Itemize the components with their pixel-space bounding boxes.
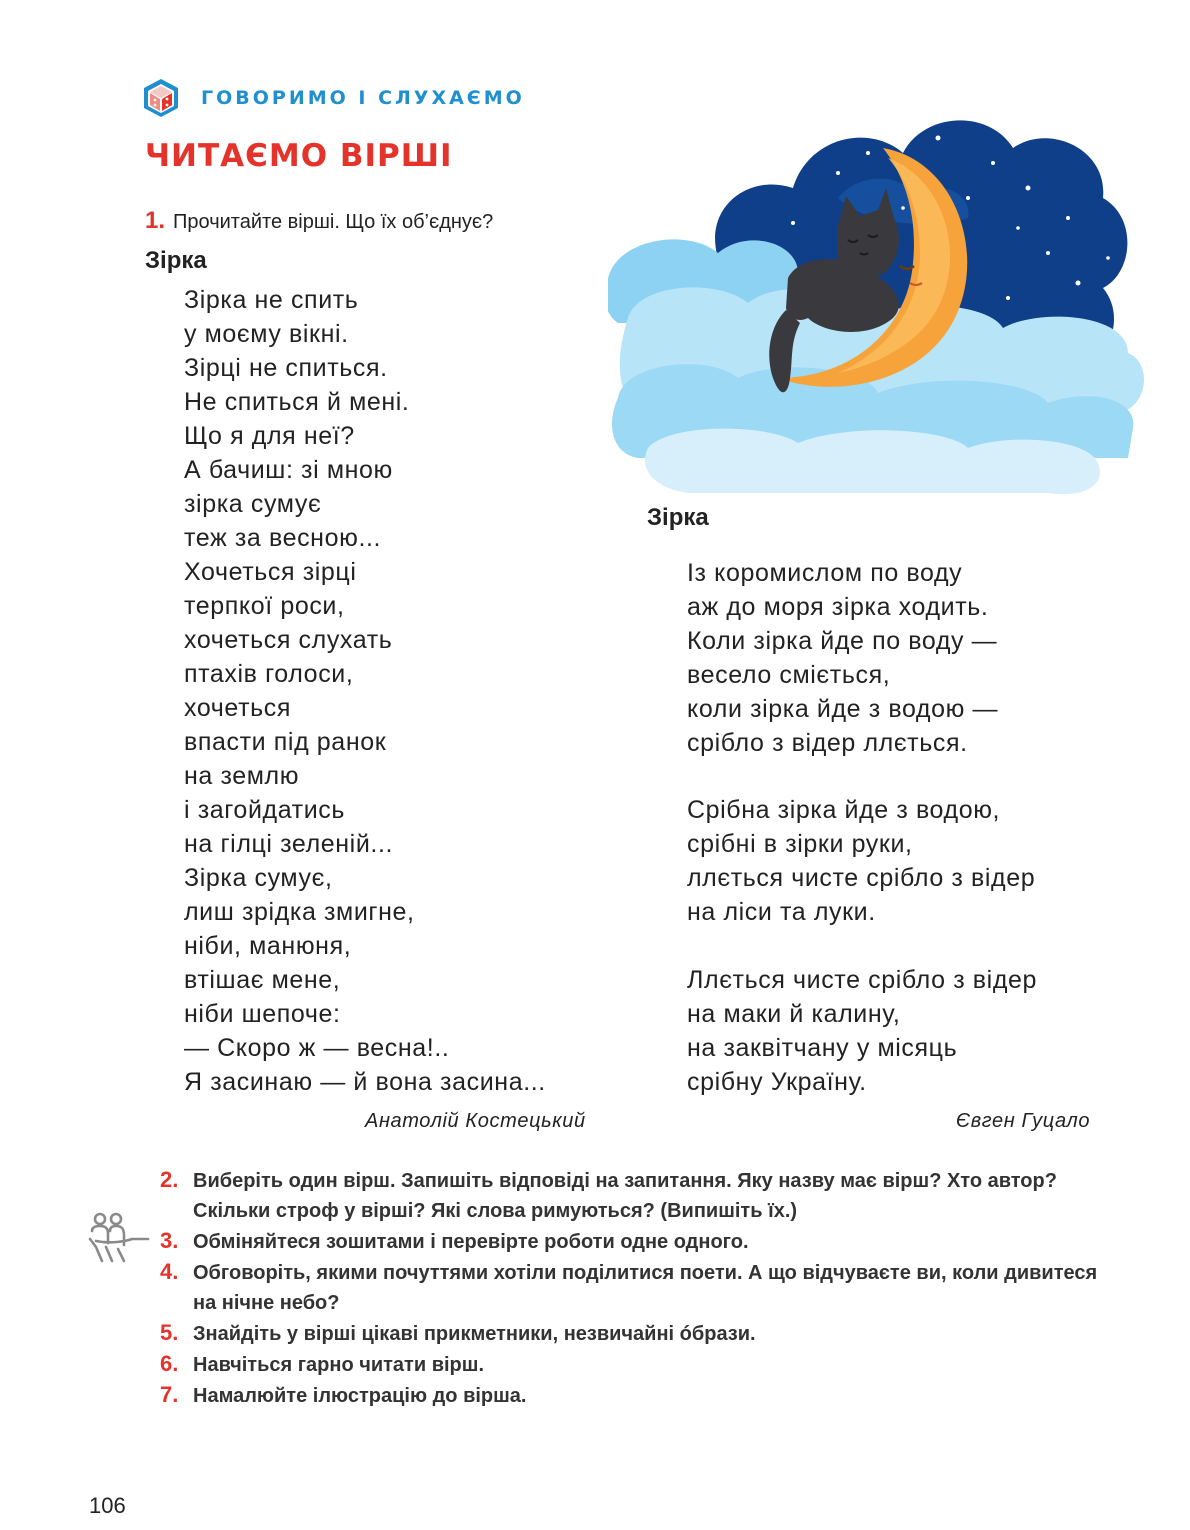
- poem-line: коли зірка йде з водою —: [687, 695, 999, 723]
- poem-line: Зірці не спиться.: [184, 354, 388, 382]
- poem2-author: Євген Гуцало: [956, 1110, 1091, 1132]
- poem-line: терпкої роси,: [184, 592, 345, 620]
- poem-line: весело сміється,: [687, 661, 891, 689]
- poem-line: — Скоро ж — весна!..: [184, 1034, 450, 1062]
- task-2: [160, 1165, 1120, 1226]
- task-text: Обговоріть, якими почуттями хотіли поділитися поети. А що відчуваєте ви, коли дивитеся на нічне небо?: [193, 1262, 1098, 1314]
- poem2-title: Зірка: [647, 504, 709, 531]
- poem-line: Що я для неї?: [184, 422, 355, 450]
- cat-sleeping-on-moon-illustration: [608, 78, 1148, 528]
- poem-line: лиш зрідка змигне,: [184, 898, 415, 926]
- task-6: [160, 1349, 1120, 1380]
- task-number: 7.: [160, 1382, 179, 1407]
- task-text: Виберіть один вірш. Запишіть відповіді на запитання. Яку назву має вірш? Хто автор? Скільки строф у вірші? Які слова римуються? (Випишіть їх.): [193, 1170, 1057, 1222]
- poem-line: втішає мене,: [184, 966, 341, 994]
- section-label: ГОВОРИМО І СЛУХАЄМО: [201, 87, 525, 109]
- task-number: 6.: [160, 1351, 179, 1376]
- task-5: [160, 1318, 1120, 1349]
- task-3: [160, 1226, 1120, 1257]
- poem2-stanza-1: [687, 556, 998, 760]
- poem-line: на гілці зеленій...: [184, 830, 394, 858]
- poem-line: Не спиться й мені.: [184, 388, 410, 416]
- poem-line: хочеться: [184, 694, 291, 722]
- poem2-stanza-3: [687, 963, 1037, 1099]
- task-text: Обміняйтеся зошитами і перевірте роботи одне одного.: [193, 1231, 749, 1253]
- poem-line: Зірка не спить: [184, 286, 359, 314]
- poem-line: Срібна зірка йде з водою,: [687, 796, 1001, 824]
- poem-line: срібло з відер ллється.: [687, 729, 968, 757]
- poem-line: Коли зірка йде по воду —: [687, 627, 998, 655]
- poem-line: Хочеться зірці: [184, 558, 357, 586]
- page-number: 106: [89, 1493, 126, 1518]
- poem-line: теж за весною...: [184, 524, 382, 552]
- task-text: Знайдіть у вірші цікаві прикметники, незвичайні óбрази.: [193, 1323, 756, 1345]
- poem-line: Зірка сумує,: [184, 864, 333, 892]
- poem-line: А бачиш: зі мною: [184, 456, 393, 484]
- poem-line: зірка сумує: [184, 490, 322, 518]
- poem-line: Ллється чисте срібло з відер: [687, 966, 1038, 994]
- section-header: [143, 78, 525, 118]
- task-7: [160, 1380, 1120, 1411]
- task-1: [145, 207, 493, 235]
- poem1-lines: [184, 283, 546, 1099]
- task-text: Прочитайте вірші. Що їх об’єднує?: [173, 211, 494, 233]
- task-text: Навчіться гарно читати вірш.: [193, 1354, 484, 1376]
- poem-line: ніби, манюня,: [184, 932, 352, 960]
- poem-line: на маки й калину,: [687, 1000, 901, 1028]
- poem-line: Із коромислом по воду: [687, 559, 963, 587]
- task-list: [160, 1165, 1120, 1411]
- poem-line: і загойдатись: [184, 796, 345, 824]
- poem-line: Я засинаю — й вона засина...: [184, 1068, 546, 1096]
- task-number: 2.: [160, 1167, 179, 1192]
- dice-cube-icon: [143, 78, 179, 118]
- poem-line: птахів голоси,: [184, 660, 354, 688]
- poem-line: ллється чисте срібло з відер: [687, 864, 1036, 892]
- task-number: 1.: [145, 207, 166, 234]
- poem-line: на землю: [184, 762, 300, 790]
- poem-line: срібні в зірки руки,: [687, 830, 913, 858]
- poem-line: у моєму вікні.: [184, 320, 349, 348]
- task-text: Намалюйте ілюстрацію до вірша.: [193, 1385, 527, 1407]
- task-number: 4.: [160, 1259, 179, 1284]
- poem-line: срібну Україну.: [687, 1068, 867, 1096]
- poem-line: аж до моря зірка ходить.: [687, 593, 989, 621]
- pair-work-icon: [86, 1209, 150, 1269]
- page-title: ЧИТАЄМО ВІРШІ: [145, 138, 453, 174]
- poem1-title: Зірка: [145, 247, 207, 274]
- poem-line: ніби шепоче:: [184, 1000, 341, 1028]
- poem-line: на заквітчану у місяць: [687, 1034, 958, 1062]
- poem1-author: Анатолій Костецький: [365, 1110, 586, 1132]
- poem-line: впасти під ранок: [184, 728, 387, 756]
- poem-line: на ліси та луки.: [687, 898, 876, 926]
- task-number: 3.: [160, 1228, 179, 1253]
- task-4: [160, 1257, 1120, 1318]
- poem2-stanza-2: [687, 793, 1035, 929]
- task-number: 5.: [160, 1320, 179, 1345]
- poem-line: хочеться слухать: [184, 626, 393, 654]
